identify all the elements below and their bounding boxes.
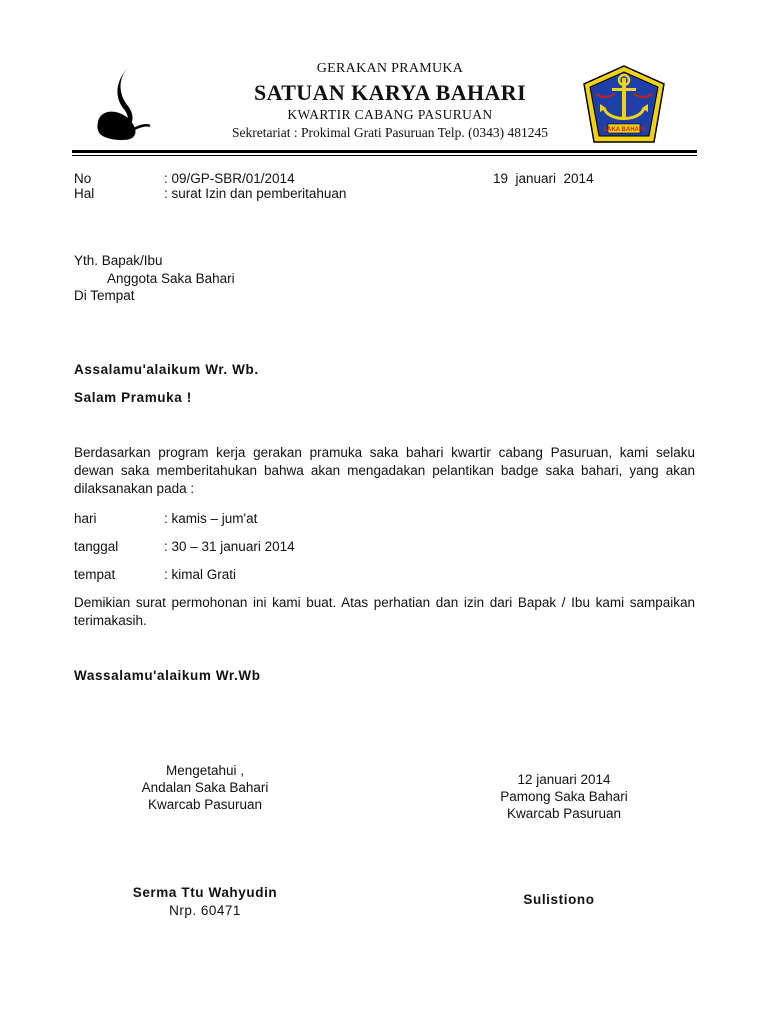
greeting-assalamualaikum: Assalamu'alaikum Wr. Wb.: [74, 362, 259, 377]
detail-label: hari: [74, 511, 97, 526]
closing-greeting: Wassalamu'alaikum Wr.Wb: [74, 668, 261, 683]
greeting-salam-pramuka: Salam Pramuka !: [74, 390, 192, 405]
signature-right-line-2: Pamong Saka Bahari: [500, 789, 628, 804]
detail-label: tanggal: [74, 539, 119, 554]
body-paragraph-1: Berdasarkan program kerja gerakan pramuka saka bahari kwartir cabang Pasuruan, kami selaku dewan saka memberitahukan bahwa akan mengadakan pelantikan badge saka bahari, yang akan dilaksanakan pada :: [74, 445, 695, 496]
recipient-line-1: Yth. Bapak/Ibu: [74, 253, 163, 268]
detail-value: : 30 – 31 januari 2014: [164, 539, 295, 554]
letterhead-rule-thin: [72, 155, 697, 156]
letterhead-org: GERAKAN PRAMUKA: [316, 61, 464, 76]
signature-left-line-1: Mengetahui ,: [165, 763, 245, 778]
signature-left-nrp: Nrp. 60471: [169, 903, 241, 918]
no-label: No: [74, 171, 92, 186]
saka-bahari-emblem-icon: [582, 64, 666, 144]
letterhead-branch: KWARTIR CABANG PASURUAN: [287, 107, 493, 122]
letterhead-unit: SATUAN KARYA BAHARI: [253, 80, 527, 105]
signature-right-line-3: Kwarcab Pasuruan: [506, 806, 622, 821]
recipient-line-3: Di Tempat: [74, 288, 135, 303]
detail-value: : kimal Grati: [164, 567, 237, 582]
signature-left-name: Serma Ttu Wahyudin: [132, 885, 278, 900]
tunas-kelapa-icon: [92, 64, 152, 144]
no-value: : 09/GP-SBR/01/2014: [164, 171, 295, 186]
detail-value: : kamis – jum'at: [164, 511, 258, 526]
body-paragraph-2: Demikian surat permohonan ini kami buat. Atas perhatian dan izin dari Bapak / Ibu kami sampaikan terimakasih.: [74, 595, 695, 628]
emblem-label: SAKA BAHARI: [603, 127, 645, 133]
detail-label: tempat: [74, 567, 116, 582]
letterhead-rule-thick: [72, 150, 697, 153]
hal-value: : surat Izin dan pemberitahuan: [164, 186, 347, 201]
signature-left-line-2: Andalan Saka Bahari: [141, 780, 269, 795]
signature-left-line-3: Kwarcab Pasuruan: [147, 797, 263, 812]
signature-right-name: Sulistiono: [523, 892, 595, 907]
signature-right-date: 12 januari 2014: [517, 772, 611, 787]
letterhead-address: Sekretariat : Prokimal Grati Pasuruan Telp. (0343) 481245: [232, 125, 548, 140]
signature-right: [474, 771, 654, 822]
recipient-line-2: Anggota Saka Bahari: [107, 271, 235, 286]
hal-label: Hal: [74, 186, 95, 201]
signature-left: [120, 762, 290, 813]
letter-date: 19 januari 2014: [493, 171, 594, 186]
